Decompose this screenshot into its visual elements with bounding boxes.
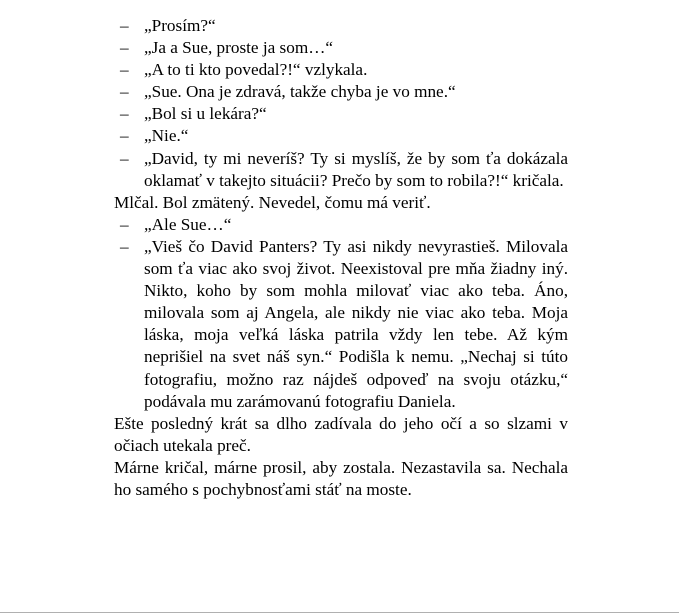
narrative-paragraph: Ešte posledný krát sa dlho zadívala do jeho očí a so slzami v očiach utekala preč. [114,413,568,455]
dialogue-line [114,37,568,59]
dialogue-dash: – [120,104,129,124]
dialogue-dash: – [120,126,129,146]
dialogue-text: „Sue. Ona je zdravá, takže chyba je vo mne.“ [144,82,456,102]
dialogue-dash: – [120,214,129,234]
dialogue-line [114,59,568,81]
dialogue-text: „David, ty mi neveríš? Ty si myslíš, že by som ťa dokázala oklamať v takejto situácii? Prečo by som to robila?!“ kričala. [144,148,568,190]
dialogue-text: „Prosím?“ [144,16,216,35]
narrative-paragraph: Mlčal. Bol zmätený. Nevedel, čomu má veriť. [114,192,431,212]
dialogue-text: „Ja a Sue, proste ja som…“ [144,38,334,58]
dialogue-line [114,15,568,37]
dialogue-line [114,103,568,125]
dialogue-text: „Ale Sue…“ [144,214,232,234]
page-bottom-divider [0,612,679,613]
dialogue-dash: – [120,60,129,80]
dialogue-line [114,214,568,236]
dialogue-line [114,148,568,192]
dialogue-text: „A to ti kto povedal?!“ vzlykala. [144,60,368,80]
dialogue-line [114,236,568,413]
narrative-paragraph: Márne kričal, márne prosil, aby zostala. Nezastavila sa. Nechala ho samého s pochybnosťami stáť na moste. [114,457,568,499]
dialogue-dash: – [120,38,129,58]
dialogue-line [114,125,568,147]
dialogue-dash: – [120,236,129,256]
dialogue-text: „Bol si u lekára?“ [144,104,267,124]
dialogue-dash: – [120,16,129,35]
dialogue-text: „Nie.“ [144,126,189,146]
dialogue-text: „Vieš čo David Panters? Ty asi nikdy nevyrastieš. Milovala som ťa viac ako svoj život. Neexistoval pre mňa žiadny iný. Nikto, koho by som mohla milovať viac ako teba. Áno, milovala som aj Angela, ale nikdy nie viac ako teba. Moja láska, moja veľká láska patrila vždy len tebe. Až kým neprišiel na svet náš syn.“ Podišla k nemu. „Nechaj si túto fotografiu, možno raz nájdeš odpoveď na svoju otázku,“ podávala mu zarámovanú fotografiu Daniela. [144,236,568,411]
story-text [114,15,568,501]
dialogue-line [114,81,568,103]
dialogue-dash: – [120,82,129,102]
dialogue-dash: – [120,148,129,168]
